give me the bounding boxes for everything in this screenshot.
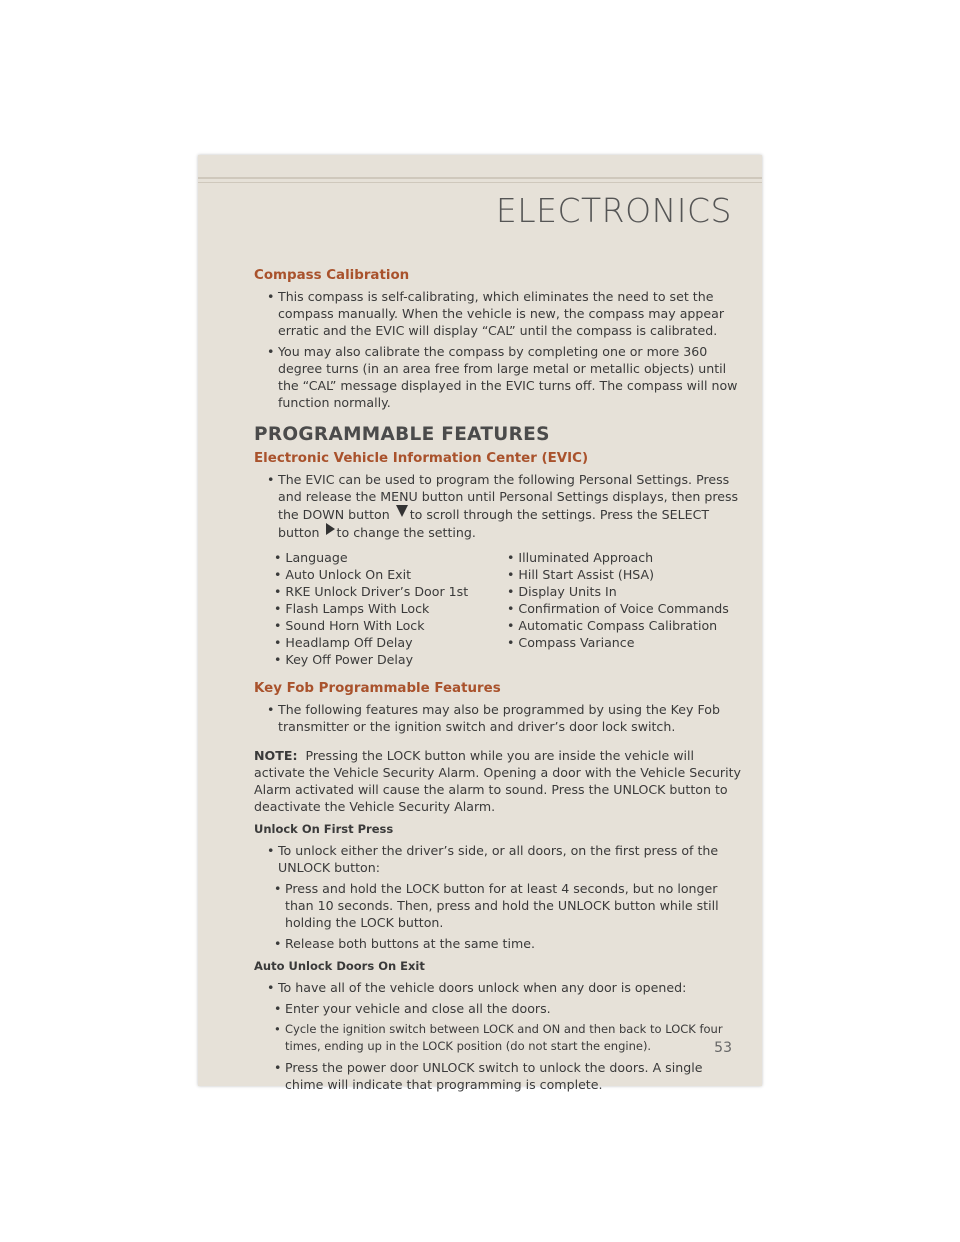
feature-item: • Display Units In: [507, 584, 617, 599]
feature-item: • Hill Start Assist (HSA): [507, 567, 655, 582]
compass-heading: Compass Calibration: [254, 268, 410, 283]
page-content: [254, 267, 744, 1093]
auto-unlock-step-3: • Press the power door UNLOCK switch to unlock the doors. A single chime will indicate that programming is complete.: [254, 1059, 744, 1093]
unlock-first-step-2: • Release both buttons at the same time.: [254, 935, 744, 952]
features-column-right: [507, 549, 729, 668]
note: [254, 747, 744, 815]
feature-item: • Automatic Compass Calibration: [507, 618, 718, 633]
auto-unlock-step-2: • Cycle the ignition switch between LOCK and ON and then back to LOCK four times, ending up in the LOCK position (do not start the engine).: [254, 1021, 744, 1055]
evic-heading: Electronic Vehicle Information Center (EVIC): [254, 451, 589, 466]
note-text: Pressing the LOCK button while you are inside the vehicle will activate the Vehicle Security Alarm. Opening a door with the Vehicle Security Alarm activated will cause the alarm to sound. Press the UNLOCK button to deactivate the Vehicle Security Alarm.: [254, 748, 741, 814]
evic-text-1: The EVIC can be used to program the following Personal Settings. Press and release the MENU button until Personal Settings displays, then press the DOWN button: [278, 472, 739, 522]
feature-item: • Language: [274, 550, 348, 565]
section-title: ELECTRONICS: [495, 191, 732, 230]
manual-page: [198, 155, 762, 1092]
auto-unlock-step-1: • Enter your vehicle and close all the doors.: [254, 1000, 744, 1017]
programmable-heading: PROGRAMMABLE FEATURES: [254, 424, 550, 445]
page-number: 53: [714, 1040, 732, 1056]
auto-unlock-heading: Auto Unlock Doors On Exit: [254, 959, 425, 973]
keyfob-bullet: • The following features may also be programmed by using the Key Fob transmitter or the ignition switch and driver’s door lock switch.: [254, 701, 744, 735]
feature-item: • Illuminated Approach: [507, 550, 654, 565]
compass-bullet-2: • You may also calibrate the compass by completing one or more 360 degree turns (in an area free from large metal or metallic objects) until the “CAL” message displayed in the EVIC turns off. The compass will now function normally.: [254, 343, 744, 411]
feature-item: • Flash Lamps With Lock: [274, 601, 430, 616]
unlock-first-bullet: • To unlock either the driver’s side, or all doors, on the first press of the UNLOCK button:: [254, 842, 744, 876]
evic-text-2: to scroll through the settings. Press the SELECT button: [278, 507, 710, 540]
note-label: NOTE:: [254, 748, 298, 763]
feature-item: • Key Off Power Delay: [274, 652, 414, 667]
keyfob-heading: Key Fob Programmable Features: [254, 681, 501, 696]
feature-item: • RKE Unlock Driver’s Door 1st: [274, 584, 469, 599]
feature-item: • Compass Variance: [507, 635, 635, 650]
features-column-left: [274, 549, 507, 668]
features-list: [254, 549, 744, 668]
evic-bullet: [254, 471, 744, 541]
auto-unlock-bullet: • To have all of the vehicle doors unlock when any door is opened:: [254, 979, 744, 996]
feature-item: • Auto Unlock On Exit: [274, 567, 412, 582]
compass-bullet-1: • This compass is self-calibrating, which eliminates the need to set the compass manually. When the vehicle is new, the compass may appear erratic and the EVIC will display “CAL” until the compass is calibrated.: [254, 288, 744, 339]
header-rule: [198, 177, 762, 179]
unlock-first-step-1: • Press and hold the LOCK button for at least 4 seconds, but no longer than 10 seconds. Then, press and hold the UNLOCK button while still holding the LOCK button.: [254, 880, 744, 931]
down-arrow-icon: [396, 505, 408, 517]
feature-item: • Headlamp Off Delay: [274, 635, 413, 650]
feature-item: • Confirmation of Voice Commands: [507, 601, 729, 616]
evic-text-3: to change the setting.: [336, 525, 476, 540]
unlock-first-heading: Unlock On First Press: [254, 822, 394, 836]
right-arrow-icon: [326, 523, 335, 535]
feature-item: • Sound Horn With Lock: [274, 618, 425, 633]
header-rule-thin: [198, 182, 762, 183]
